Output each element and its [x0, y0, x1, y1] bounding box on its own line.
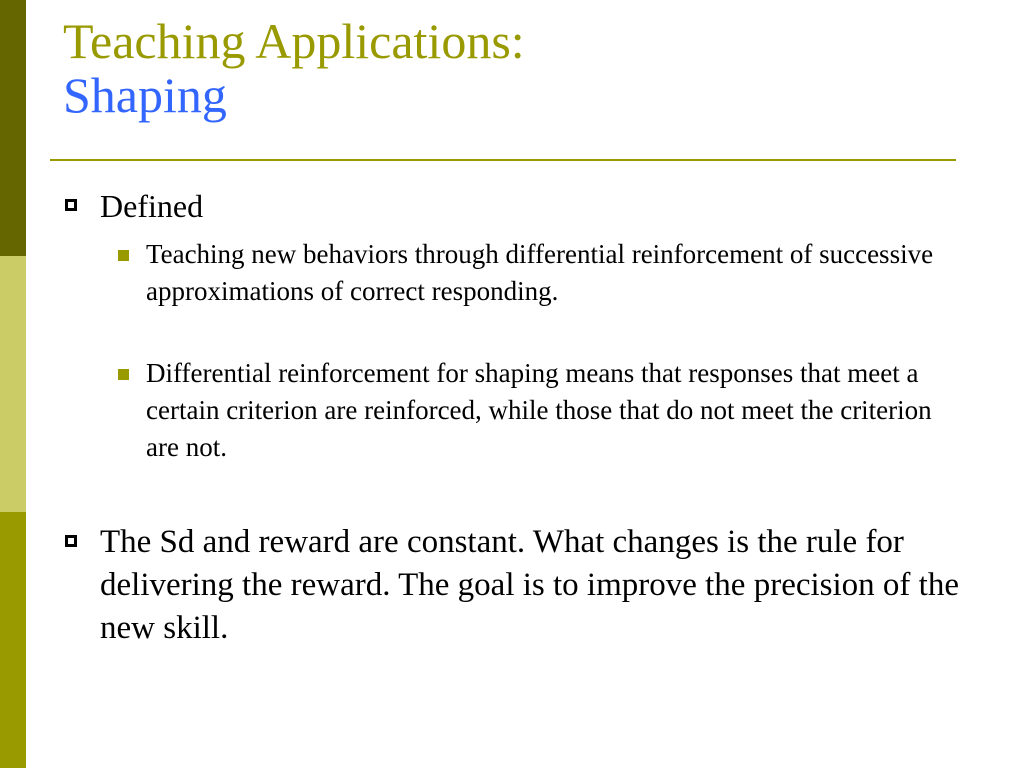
title-divider — [50, 159, 956, 161]
slide-title — [63, 14, 525, 122]
side-accent-bar — [0, 0, 26, 768]
slide-title-line-2: Shaping — [63, 67, 227, 123]
side-bar-segment-middle — [0, 256, 26, 512]
slide-title-line-1: Teaching Applications: — [63, 13, 525, 69]
side-bar-segment-top — [0, 0, 26, 256]
hollow-square-icon — [65, 199, 77, 211]
sub-bullet-item-2 — [118, 355, 968, 469]
bullet-text: The Sd and reward are constant. What changes is the rule for delivering the reward. The goal is to improve the precision of the new skill. — [100, 524, 959, 646]
sub-bullet-item-1 — [118, 236, 968, 312]
bullet-item-sd-reward — [65, 521, 975, 653]
sub-bullet-text: Differential reinforcement for shaping means that responses that meet a certain criterion are reinforced, while those that do not meet the criterion are not. — [146, 358, 932, 462]
filled-square-icon — [118, 250, 129, 261]
side-bar-segment-bottom — [0, 512, 26, 768]
bullet-item-defined — [65, 186, 975, 230]
sub-bullet-text: Teaching new behaviors through differential reinforcement of successive approximations of correct responding. — [146, 239, 934, 306]
bullet-text: Defined — [100, 188, 204, 224]
filled-square-icon — [118, 369, 129, 380]
hollow-square-icon — [65, 535, 77, 547]
